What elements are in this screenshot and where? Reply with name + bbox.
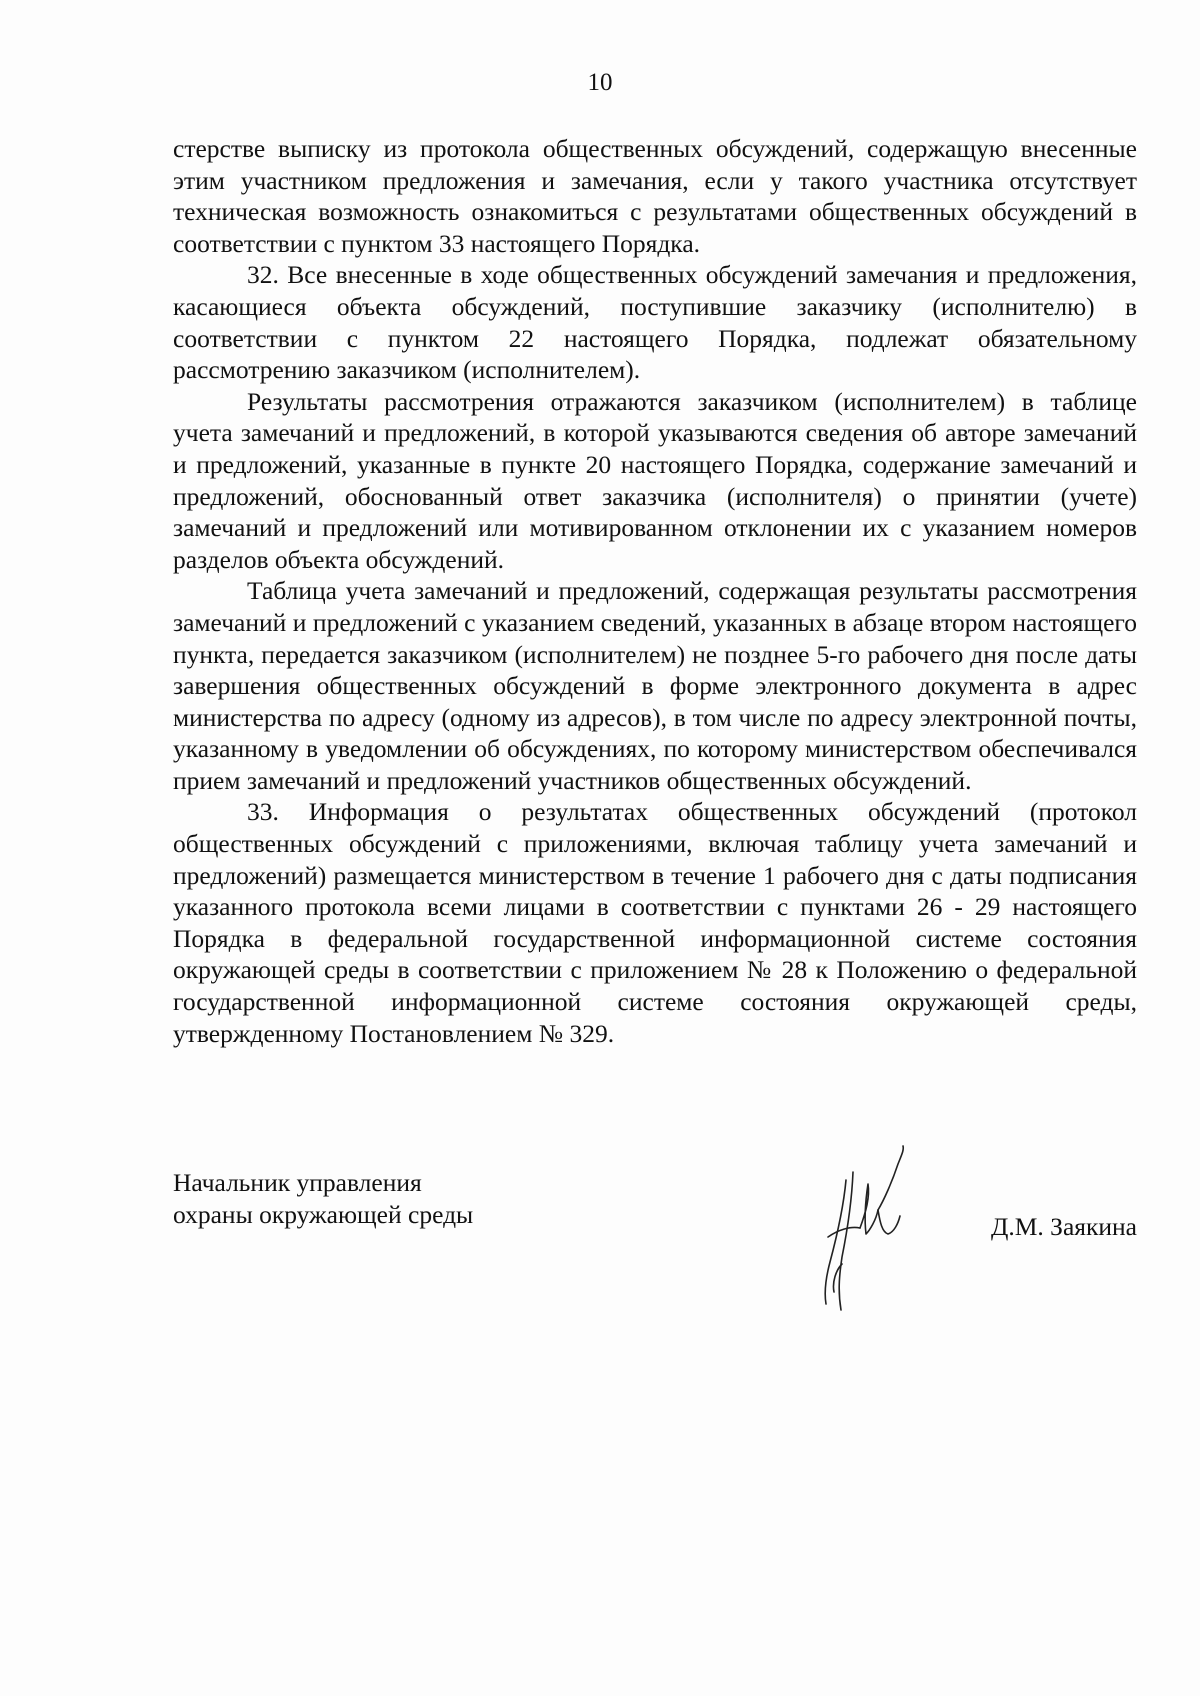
- paragraph-continuation: стерстве выписку из протокола общественных обсуждений, содержащую внесенные этим участником предложения и замечания, если у такого участника отсутствует техническая возможность ознакомиться с результатами общественных обсуждений в соответствии с пунктом 33 настоящего Порядка.: [173, 134, 1137, 258]
- paragraph-review-results: Результаты рассмотрения отражаются заказчиком (исполнителем) в таблице учета замечаний и предложений, в которой указываются сведения об авторе замечаний и предложений, указанные в пункте 20 настоящего Порядка, содержание замечаний и предложений, обоснованный ответ заказчика (исполнителя) о принятии (учете) замечаний и предложений или мотивированном отклонении их с указанием номеров разделов объекта обсуждений.: [173, 386, 1137, 574]
- paragraph-item-33: 33. Информация о результатах общественных обсуждений (протокол общественных обсуждений с приложениями, включая таблицу учета замечаний и предложений) размещается министерством в течение 1 рабочего дня с даты подписания указанного протокола всеми лицами в соответствии с пунктами 26 - 29 настоящего Порядка в федеральной государственной информационной системе состояния окружающей среды в соответствии с приложением № 28 к Положению о федеральной государственной информационной системе состояния окружающей среды, утвержденному Постановлением № 329.: [173, 797, 1137, 1048]
- signer-position-line-1: Начальник управления: [173, 1168, 422, 1197]
- paragraph-item-32: 32. Все внесенные в ходе общественных обсуждений замечания и предложения, касающиеся объекта обсуждений, поступившие заказчику (исполнителю) в соответствии с пунктом 22 настоящего Порядка, подлежат обязательному рассмотрению заказчиком (исполнителем).: [173, 260, 1137, 385]
- signer-position: [173, 1167, 473, 1231]
- paragraph-comments-table: Таблица учета замечаний и предложений, содержащая результаты рассмотрения замечаний и предложений с указанием сведений, указанных в абзаце втором настоящего пункта, передается заказчиком (исполнителем) не позднее 5-го рабочего дня после даты завершения общественных обсуждений в форме электронного документа в адрес министерства по адресу (одному из адресов), в том числе по адресу электронной почты, указанному в уведомлении об обсуждениях, по которому министерством обеспечивался прием замечаний и предложений участников общественных обсуждений.: [173, 576, 1137, 795]
- signature-block: [173, 1167, 1137, 1327]
- signer-position-line-2: охраны окружающей среды: [173, 1200, 474, 1229]
- signer-name: Д.М. Заякина: [990, 1212, 1137, 1241]
- page-number: 10: [587, 69, 613, 96]
- handwritten-signature-icon: [808, 1142, 928, 1317]
- document-body: [173, 133, 1137, 1049]
